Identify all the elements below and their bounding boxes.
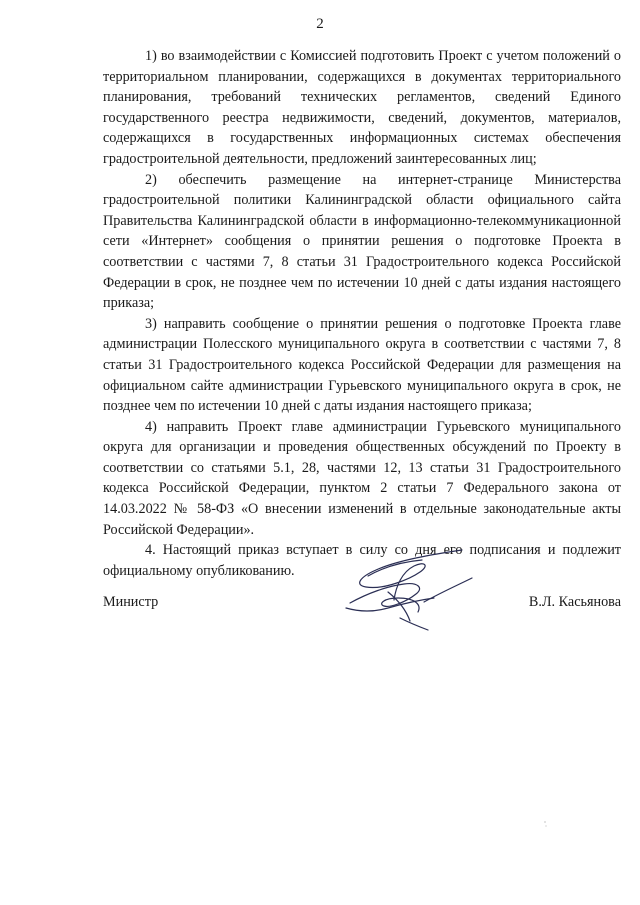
- signatory-title: Министр: [103, 594, 159, 610]
- order-body: [103, 46, 621, 581]
- paragraph-effective-date: 4. Настоящий приказ вступает в силу со дня его подписания и подлежит официальному опубликованию.: [103, 542, 621, 579]
- paragraph-item-4: 4) направить Проект главе администрации Гурьевского муниципального округа для организации и проведения общественных обсуждений по Проекту в соответствии со статьями 5.1, 28, частями 12, 13 статьи 31 Градостроительного кодекса Российской Федерации, пунктом 2 статьи 7 Федерального закона от 14.03.2022 № 58-ФЗ «О внесении изменений в отдельные законодательные акты Российской Федерации».: [103, 418, 621, 538]
- handwritten-signature: [340, 548, 475, 633]
- paragraph-item-3: 3) направить сообщение о принятии решения о подготовке Проекта главе администрации Полесского муниципального округа в соответствии с частями 7, 8 статьи 31 Градостроительного кодекса Российской Федерации для размещения на официальном сайте администрации Гурьевского муниципального округа в срок, не позднее чем по истечении 10 дней с даты издания настоящего приказа;: [103, 315, 621, 415]
- page-number: 2: [316, 16, 324, 32]
- paragraph-item-2: 2) обеспечить размещение на интернет-странице Министерства градостроительной политики Калининградской области официального сайта Правительства Калининградской области в информационно-телекоммуникационной сети «Интернет» сообщения о принятии решения о подготовке Проекта в соответствии с частями 7, 8 статьи 31 Градостроительного кодекса Российской Федерации в срок, не позднее чем по истечении 10 дней с даты издания настоящего приказа;: [103, 171, 621, 312]
- paragraph-item-1: 1) во взаимодействии с Комиссией подготовить Проект с учетом положений о территориальном планировании, содержащихся в документах территориального планирования, требований технических регламентов, сведений Единого государственного реестра недвижимости, сведений, документов, материалов, содержащихся в государственных информационных системах обеспечения градостроительной деятельности, предложений заинтересованных лиц;: [103, 48, 621, 167]
- signatory-name: В.Л. Касьянова: [528, 594, 621, 610]
